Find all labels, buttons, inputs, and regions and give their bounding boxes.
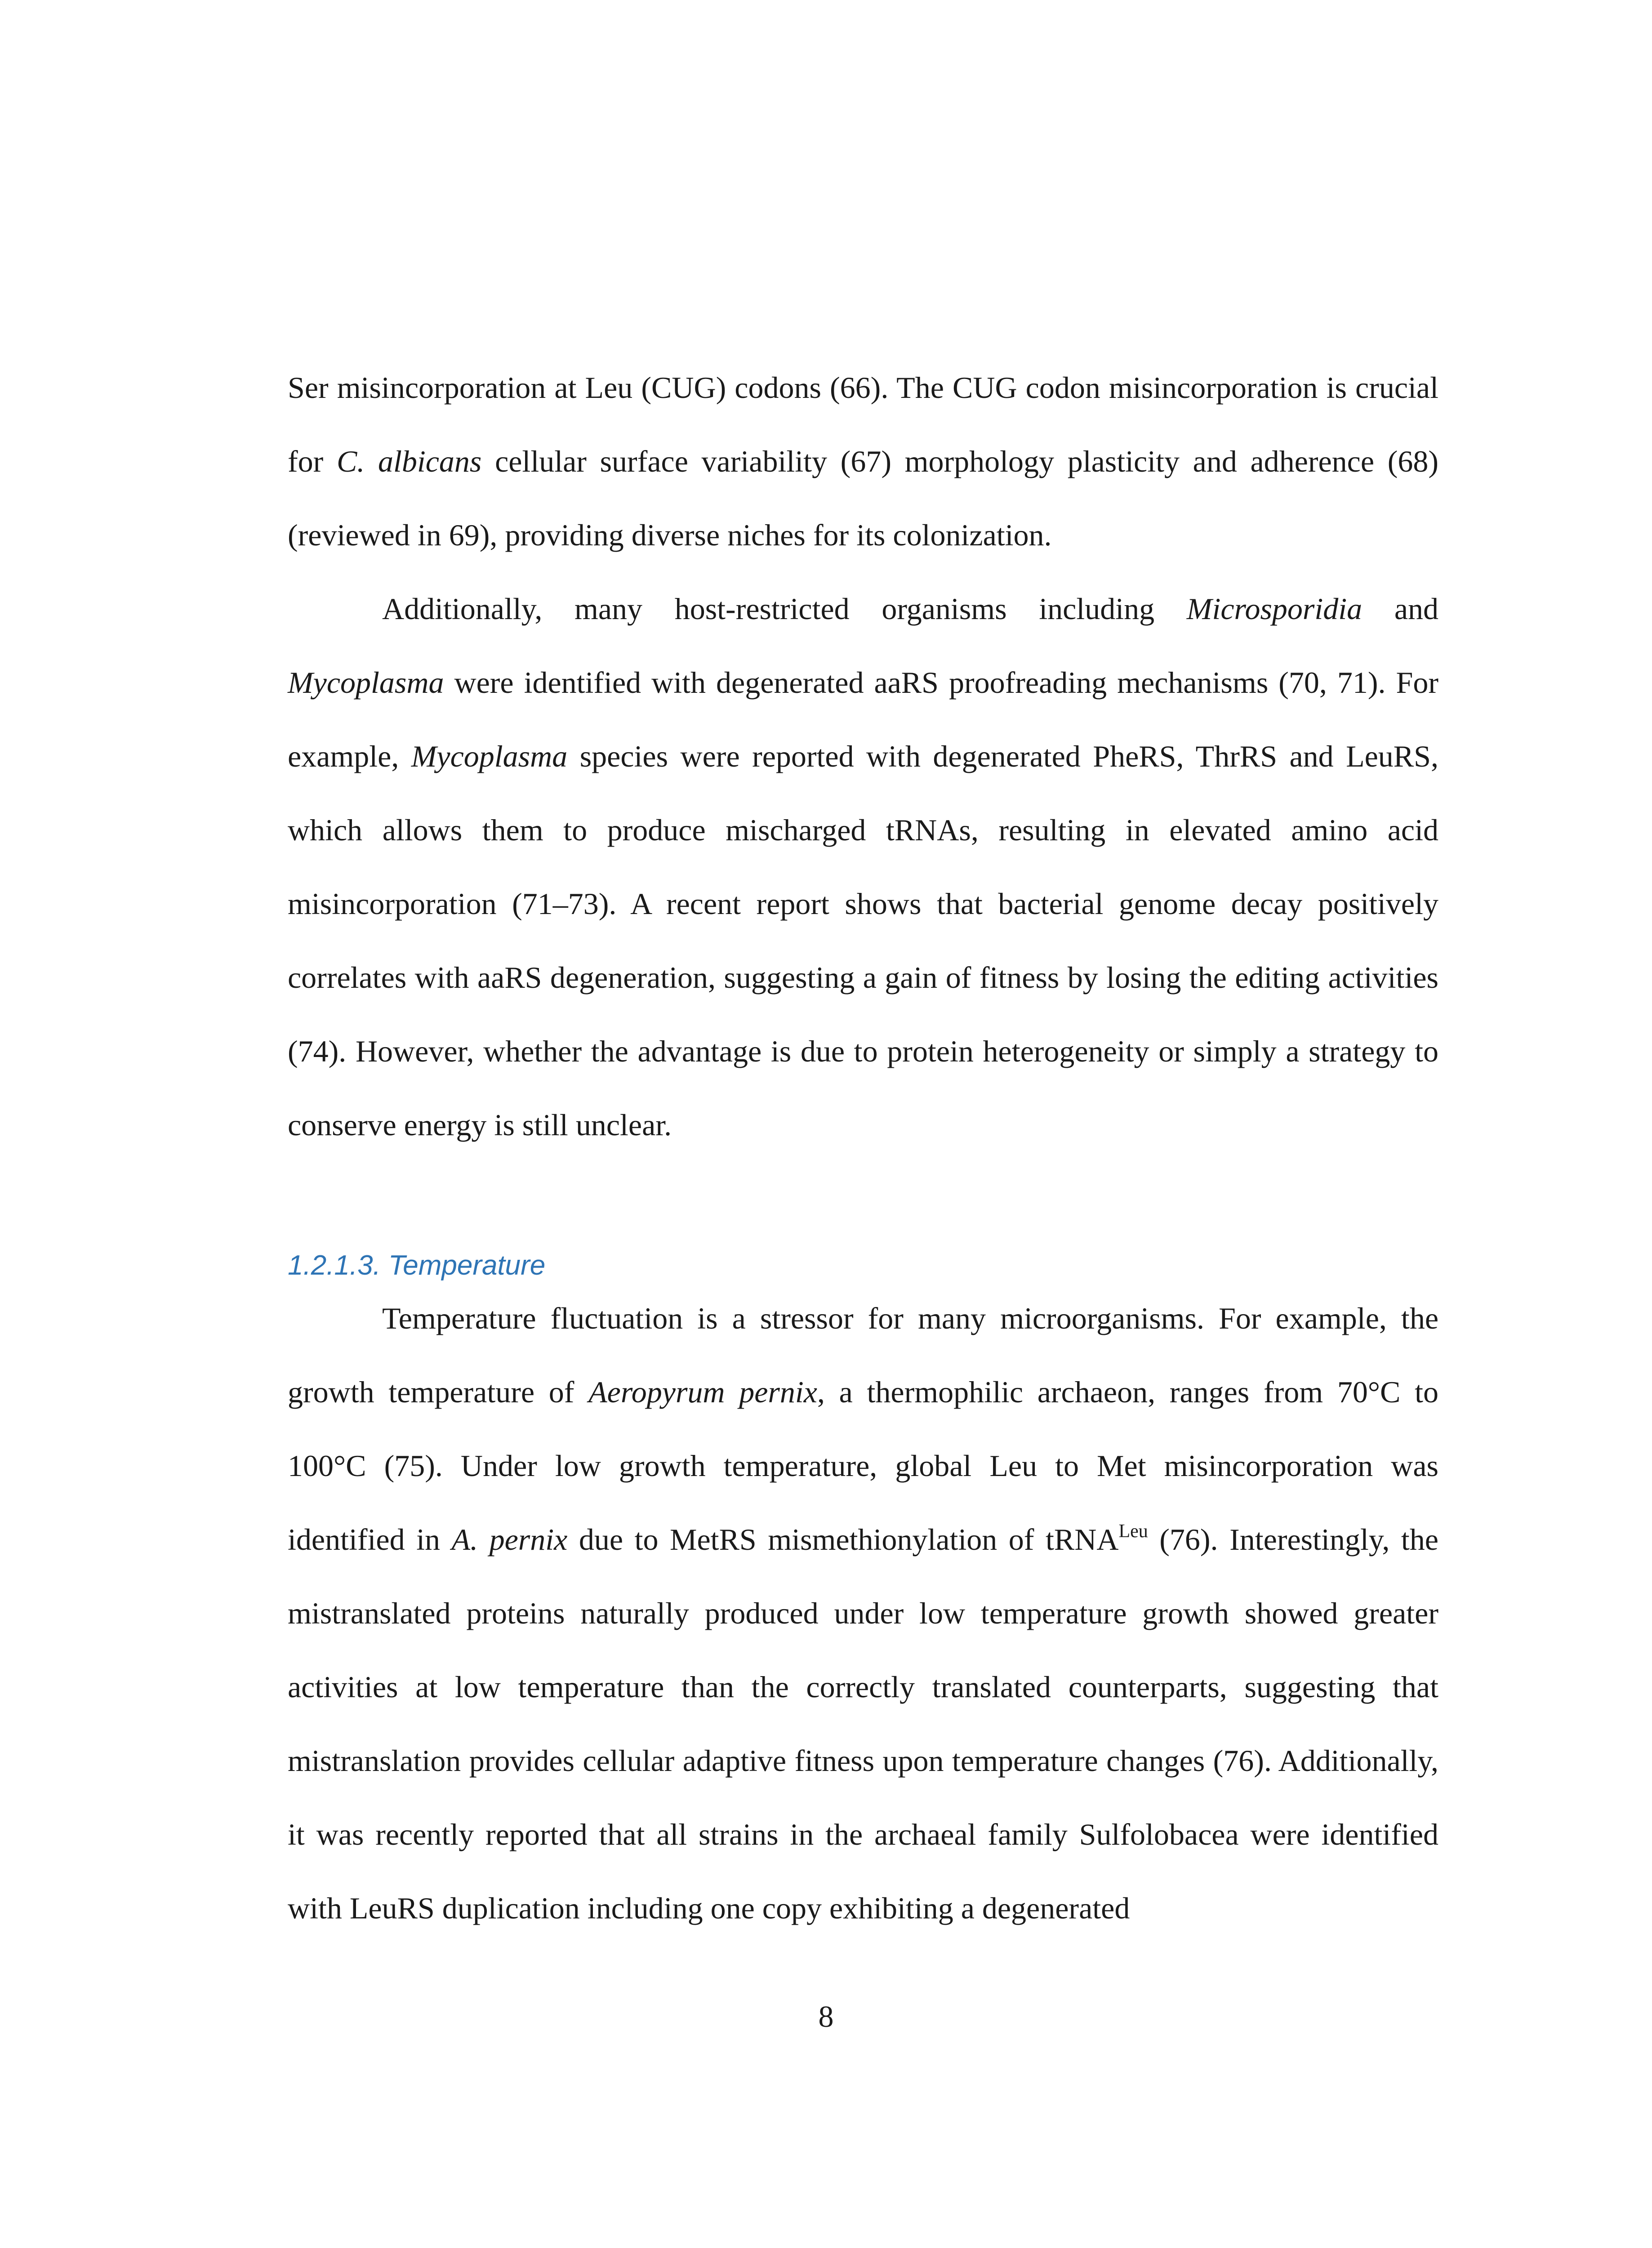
paragraph-3-text-2: , a thermophilic archaeon, ranges from 70°C to 100°C (75). Under low growth temperature, global Leu to Met misincorporation was identified in <box>288 1375 1439 1557</box>
species-name: A. pernix <box>451 1522 568 1557</box>
superscript: Leu <box>1118 1521 1148 1542</box>
page-number: 8 <box>818 1999 834 2034</box>
paragraph-1-text-2: cellular surface variability (67) morphology plasticity and adherence (68) (reviewed in 69), providing diverse niches for its colonization. <box>288 444 1438 552</box>
species-name: Aeropyrum pernix <box>588 1375 817 1409</box>
paragraph-3-text-1: Temperature fluctuation is a stressor for many microorganisms. For example, the growth temperature of <box>288 1301 1438 1409</box>
paragraph-3 <box>288 1281 1438 1945</box>
paragraph-2-text-2: and <box>1362 592 1438 626</box>
paragraph-1-text-1: Ser misincorporation at Leu (CUG) codons (66). The CUG codon misincorporation is crucial for <box>288 370 1438 478</box>
organism-name: Mycoplasma <box>288 665 444 700</box>
paragraph-2-text-4: species were reported with degenerated PheRS, ThrRS and LeuRS, which allows them to produce mischarged tRNAs, resulting in elevated amino acid misincorporation (71–73). A recent report shows that bacterial genome decay positively correlates with aaRS degeneration, suggesting a gain of fitness by losing the editing activities (74). However, whether the advantage is due to protein heterogeneity or simply a strategy to conserve energy is still unclear. <box>288 739 1438 1142</box>
paragraph-2-text-3: were identified with degenerated aaRS proofreading mechanisms (70, 71). For example, <box>288 665 1438 773</box>
paragraph-3-text-3: due to MetRS mismethionylation of tRNA <box>567 1522 1119 1557</box>
organism-name: Microsporidia <box>1186 592 1363 626</box>
organism-name: Mycoplasma <box>411 739 568 773</box>
section-heading: 1.2.1.3. Temperature <box>288 1250 546 1281</box>
paragraph-3-text-4: (76). Interestingly, the mistranslated proteins naturally produced under low temperature growth showed greater activities at low temperature than the correctly translated counterparts, suggesting that mistranslation provides cellular adaptive fitness upon temperature changes (76). Additionally, it was recently reported that all strains in the archaeal family Sulfolobacea were identified with LeuRS duplication including one copy exhibiting a degenerated <box>288 1522 1438 1925</box>
paragraph-2 <box>288 572 1438 1162</box>
species-name: C. albicans <box>336 444 482 478</box>
paragraph-2-text-1: Additionally, many host-restricted organisms including <box>382 592 1187 626</box>
paragraph-1 <box>288 351 1438 572</box>
